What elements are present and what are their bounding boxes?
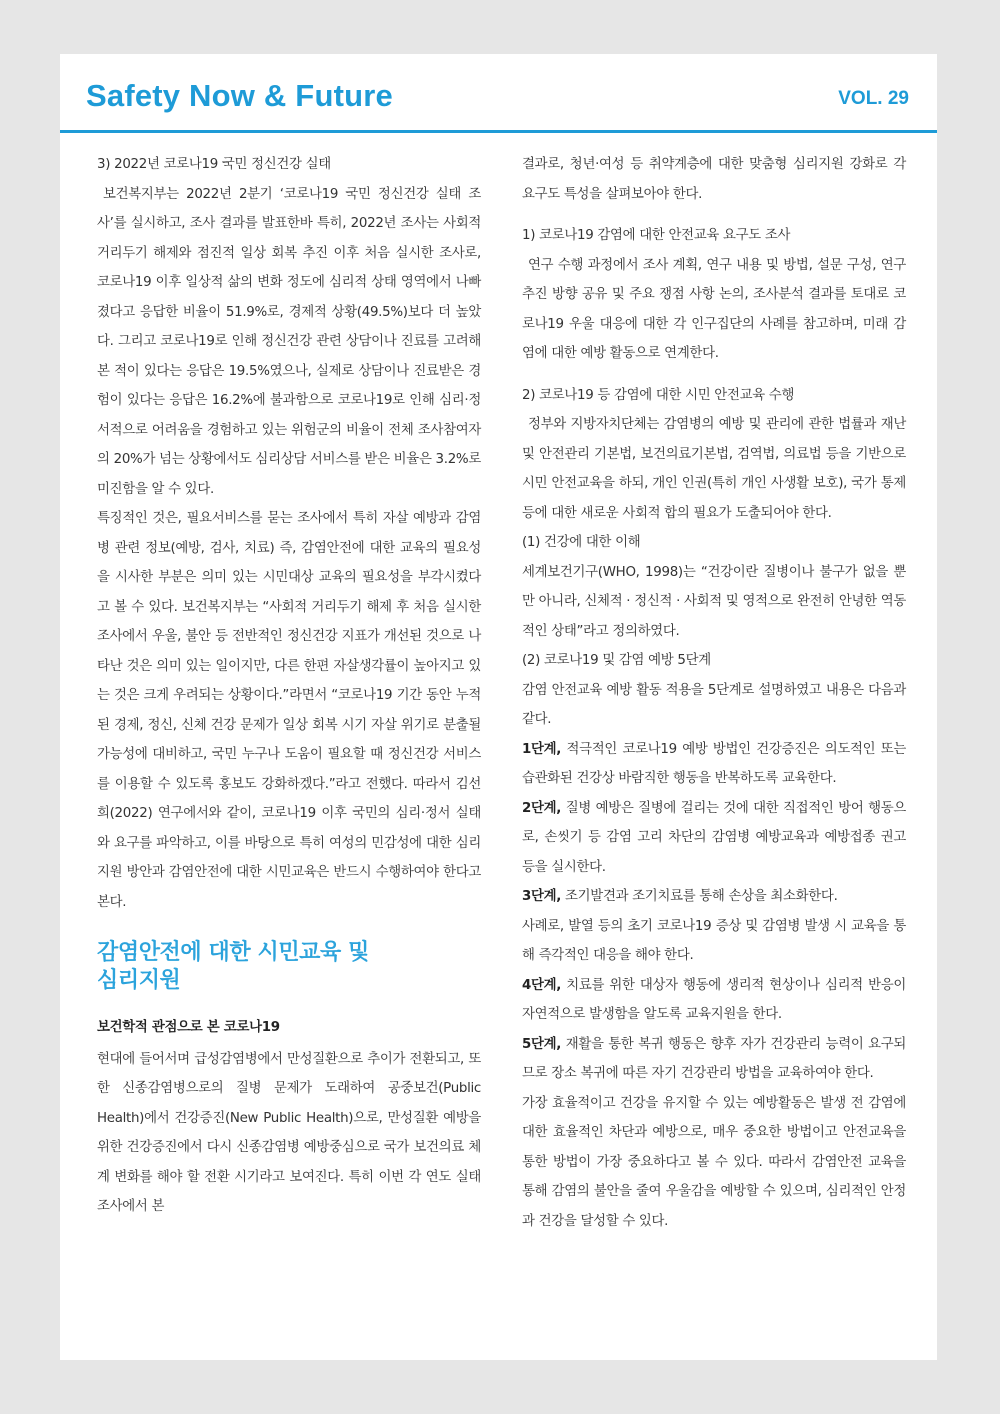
- step-label: 3단계,: [522, 889, 562, 904]
- section-title-line: 심리지원: [97, 968, 181, 993]
- paragraph: 보건복지부는 2022년 2분기 ‘코로나19 국민 정신건강 실태 조사’를 실시하고, 조사 결과를 발표한바 특히, 2022년 조사는 사회적 거리두기 해제와 점진적 일상 회복 추진 이후 처음 실시한 조사로, 코로나19 이후 일상적 삶의 변화 정도에 심리적 상태 영역에서 나빠졌다고 응답한 비율이 51.9%로, 경제적 상황(49.5%)보다 더 높았다. 그리고 코로나19로 인해 정신건강 관련 상담이나 진료를 고려해 본 적이 있다는 응답은 19.5%였으나, 실제로 상담이나 진료받은 경험이 있다는 응답은 16.2%에 불과함으로 코로나19로 인해 심리·정서적으로 어려움을 경험하고 있는 위험군의 비율이 전체 조사참여자의 20%가 넘는 상황에서도 심리상담 서비스를 받은 비율은 3.2%로 미진함을 알 수 있다.: [97, 186, 481, 497]
- step-label: 1단계,: [522, 741, 562, 757]
- step-item: [522, 794, 906, 883]
- step-item: [522, 882, 906, 912]
- step-text: 치료를 위한 대상자 행동에 생리적 현상이나 심리적 반응이 자연적으로 발생함을 알도록 교육지원을 한다.: [522, 977, 906, 1022]
- paragraph: 특징적인 것은, 필요서비스를 묻는 조사에서 특히 자살 예방과 감염병 관련 정보(예방, 검사, 치료) 즉, 감염안전에 대한 교육의 필요성을 시사한 부분은 의미 있는 시민대상 교육의 필요성을 부각시켰다고 볼 수 있다. 보건복지부는 “사회적 거리두기 해제 후 처음 실시한 조사에서 우울, 불안 등 전반적인 정신건강 지표가 개선된 것으로 나타난 것은 의미 있는 일이지만, 다른 한편 자살생각률이 높아지고 있는 것은 크게 우려되는 상황이다.”라면서 “코로나19 기간 동안 누적된 경제, 정신, 신체 건강 문제가 일상 회복 시기 자살 위기로 분출될 가능성에 대비하고, 국민 누구나 도움이 필요할 때 정신건강 서비스를 이용할 수 있도록 홍보도 강화하겠다.”라고 전했다. 따라서 김선희(2022) 연구에서와 같이, 코로나19 이후 국민의 심리·정서 실태와 요구를 파악하고, 이를 바탕으로 특히 여성의 민감성에 대한 심리지원 방안과 감염안전에 대한 시민교육은 반드시 수행하여야 한다고 본다.: [97, 511, 481, 910]
- paragraph: 연구 수행 과정에서 조사 계획, 연구 내용 및 방법, 설문 구성, 연구 추진 방향 공유 및 주요 쟁점 사항 논의, 조사분석 결과를 토대로 코로나19 우울 대응에 대한 각 인구집단의 사례를 참고하며, 미래 감염에 대한 예방 활동으로 연계한다.: [522, 257, 906, 361]
- step-text: 조기발견과 조기치료를 통해 손상을 최소화한다.: [561, 889, 838, 904]
- right-column: [522, 150, 906, 1236]
- paragraph: 세계보건기구(WHO, 1998)는 “건강이란 질병이나 불구가 없을 뿐만 아니라, 신체적 · 정신적 · 사회적 및 영적으로 완전히 안녕한 역동적인 상태”라고 정의하였다.: [522, 564, 906, 639]
- section-title: [97, 939, 481, 995]
- magazine-title: Safety Now & Future: [86, 78, 393, 113]
- paragraph: 감염 안전교육 예방 활동 적용을 5단계로 설명하였고 내용은 다음과 같다.: [522, 682, 906, 727]
- step-item: [522, 735, 906, 794]
- paragraph: 사례로, 발열 등의 초기 코로나19 증상 및 감염병 발생 시 교육을 통해 즉각적인 대응을 해야 한다.: [522, 918, 906, 963]
- paragraph: 현대에 들어서며 급성감염병에서 만성질환으로 추이가 전환되고, 또한 신종감염병으로의 질병 문제가 도래하여 공중보건(Public Health)에서 건강증진(New Public Health)으로, 만성질환 예방을 위한 건강증진에서 다시 신종감염병 예방중심으로 국가 보건의료 체계 변화를 해야 할 전환 시기라고 보여진다. 특히 이번 각 연도 실태조사에서 본: [97, 1051, 481, 1214]
- volume-number: VOL. 29: [838, 88, 909, 109]
- subsection-title: 보건학적 관점으로 본 코로나19: [97, 1020, 280, 1035]
- paragraph: 결과로, 청년·여성 등 취약계층에 대한 맞춤형 심리지원 강화로 각 요구도 특성을 살펴보아야 한다.: [522, 157, 906, 202]
- paragraph: 가장 효율적이고 건강을 유지할 수 있는 예방활동은 발생 전 감염에 대한 효율적인 차단과 예방으로, 매우 중요한 방법이고 안전교육을 통한 방법이 가장 중요하다고 볼 수 있다. 따라서 감염안전 교육을 통해 감염의 불안을 줄여 우울감을 예방할 수 있으며, 심리적인 안정과 건강을 달성할 수 있다.: [522, 1095, 906, 1229]
- paragraph-title: 2) 코로나19 등 감염에 대한 시민 안전교육 수행: [522, 387, 795, 403]
- step-label: 5단계,: [522, 1036, 562, 1052]
- step-item: [522, 971, 906, 1030]
- left-column: [97, 150, 481, 1222]
- step-label: 4단계,: [522, 977, 562, 993]
- page-header: [60, 54, 937, 133]
- section-title-line: 감염안전에 대한 시민교육 및: [97, 940, 370, 965]
- paragraph-title: 1) 코로나19 감염에 대한 안전교육 요구도 조사: [522, 228, 791, 243]
- page: [60, 54, 937, 1360]
- step-text: 질병 예방은 질병에 걸리는 것에 대한 직접적인 방어 행동으로, 손씻기 등 감염 고리 차단의 감염병 예방교육과 예방접종 권고 등을 실시한다.: [522, 800, 906, 875]
- paragraph-title: (1) 건강에 대한 이해: [522, 535, 641, 550]
- step-item: [522, 1030, 906, 1089]
- paragraph-title: 3) 2022년 코로나19 국민 정신건강 실태: [97, 157, 331, 172]
- step-text: 재활을 통한 복귀 행동은 향후 자가 건강관리 능력이 요구되므로 장소 복귀에 따른 자기 건강관리 방법을 교육하여야 한다.: [522, 1036, 906, 1081]
- step-label: 2단계,: [522, 800, 562, 816]
- step-text: 적극적인 코로나19 예방 방법인 건강증진은 의도적인 또는 습관화된 건강상 바람직한 행동을 반복하도록 교육한다.: [522, 741, 906, 786]
- paragraph: 정부와 지방자치단체는 감염병의 예방 및 관리에 관한 법률과 재난 및 안전관리 기본법, 보건의료기본법, 검역법, 의료법 등을 기반으로 시민 안전교육을 하되, 개인 인권(특히 개인 사생활 보호), 국가 통제 등에 대한 새로운 사회적 합의 필요가 도출되어야 한다.: [522, 417, 906, 521]
- paragraph-title: (2) 코로나19 및 감염 예방 5단계: [522, 653, 711, 668]
